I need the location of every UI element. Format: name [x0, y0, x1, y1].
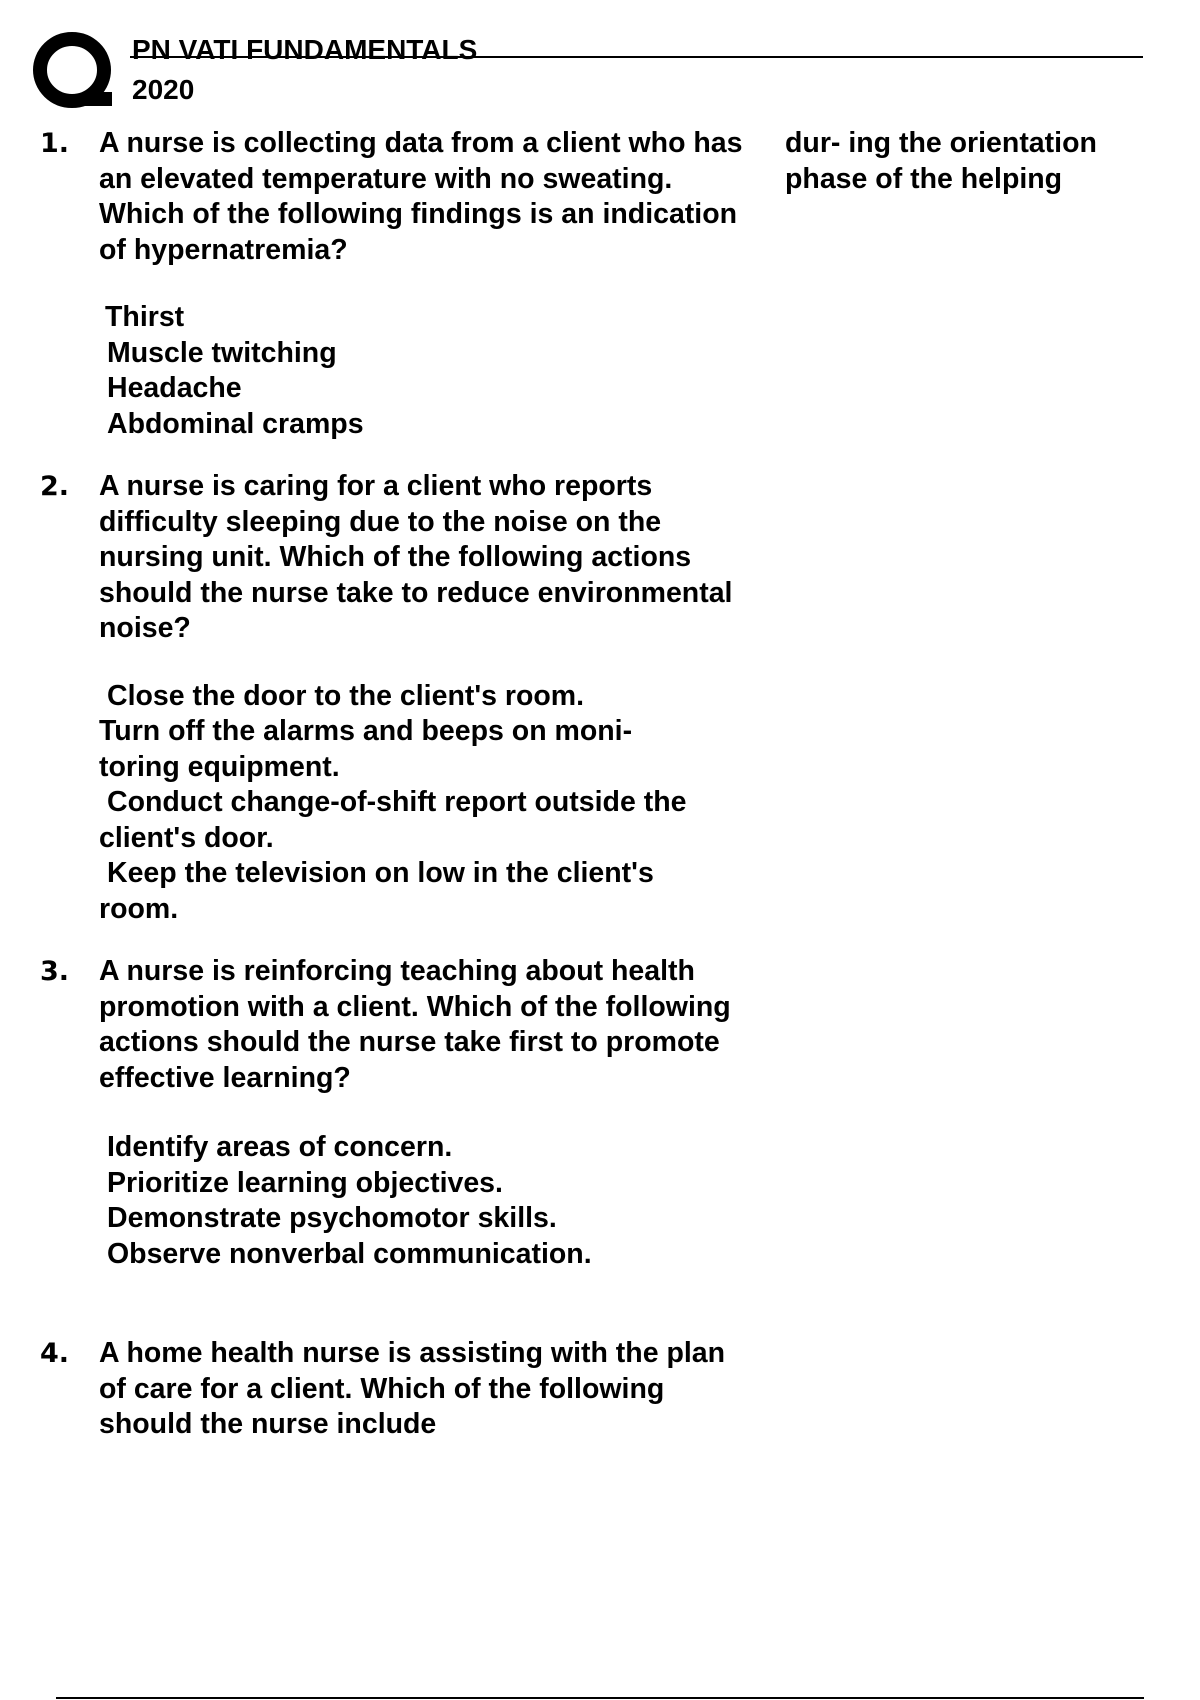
answer-option[interactable]: Muscle twitching	[107, 336, 337, 369]
answer-option[interactable]: Thirst	[105, 301, 185, 333]
question-4	[40, 1336, 726, 1443]
question-text: A nurse is caring for a client who reports difficulty sleeping due to the noise on the nursing unit. Which of the following actions should the nurse take to reduce environmental noise?	[99, 470, 733, 644]
question-number: 4.	[40, 1338, 70, 1369]
question-number: 2.	[40, 471, 70, 502]
question-1	[40, 126, 743, 442]
question-text: A nurse is collecting data from a client who has an elevated temperature with no sweating. Which of the following findings is an indication of hypernatremia?	[99, 127, 743, 266]
q-logo-icon	[32, 30, 114, 112]
answer-options	[99, 300, 720, 442]
question-text: A nurse is reinforcing teaching about health promotion with a client. Which of the following actions should the nurse take first to promote effective learning?	[99, 955, 731, 1094]
answer-option[interactable]: Identify areas of concern.	[107, 1131, 453, 1163]
answer-option[interactable]: Turn off the alarms and beeps on moni- toring equipment.	[99, 715, 633, 783]
answer-options	[99, 679, 720, 928]
footer-divider	[56, 1697, 1144, 1699]
left-column	[40, 126, 743, 1443]
answer-option[interactable]: Headache	[107, 372, 242, 404]
answer-option[interactable]: Keep the television on low in the client's room.	[99, 857, 654, 925]
answer-option[interactable]: Close the door to the client's room.	[107, 679, 585, 712]
question-text: A home health nurse is assisting with the plan of care for a client. Which of the following should the nurse include	[99, 1337, 726, 1440]
answer-options	[99, 1130, 720, 1272]
answer-option[interactable]: Demonstrate psychomotor skills.	[107, 1202, 557, 1234]
document-title: PN VATI FUNDAMENTALS	[132, 34, 478, 65]
right-column-continuation: dur- ing the orientation phase of the helping	[785, 127, 1097, 195]
answer-option[interactable]: Observe nonverbal communication.	[107, 1237, 592, 1270]
question-number: 3.	[40, 956, 70, 987]
question-number: 1.	[40, 128, 70, 159]
answer-option[interactable]: Prioritize learning objectives.	[107, 1166, 503, 1199]
document-year: 2020	[132, 74, 195, 105]
question-2	[40, 469, 733, 927]
answer-option[interactable]: Conduct change-of-shift report outside the client's door.	[99, 786, 687, 854]
answer-option[interactable]: Abdominal cramps	[107, 407, 364, 440]
question-3	[40, 954, 731, 1272]
